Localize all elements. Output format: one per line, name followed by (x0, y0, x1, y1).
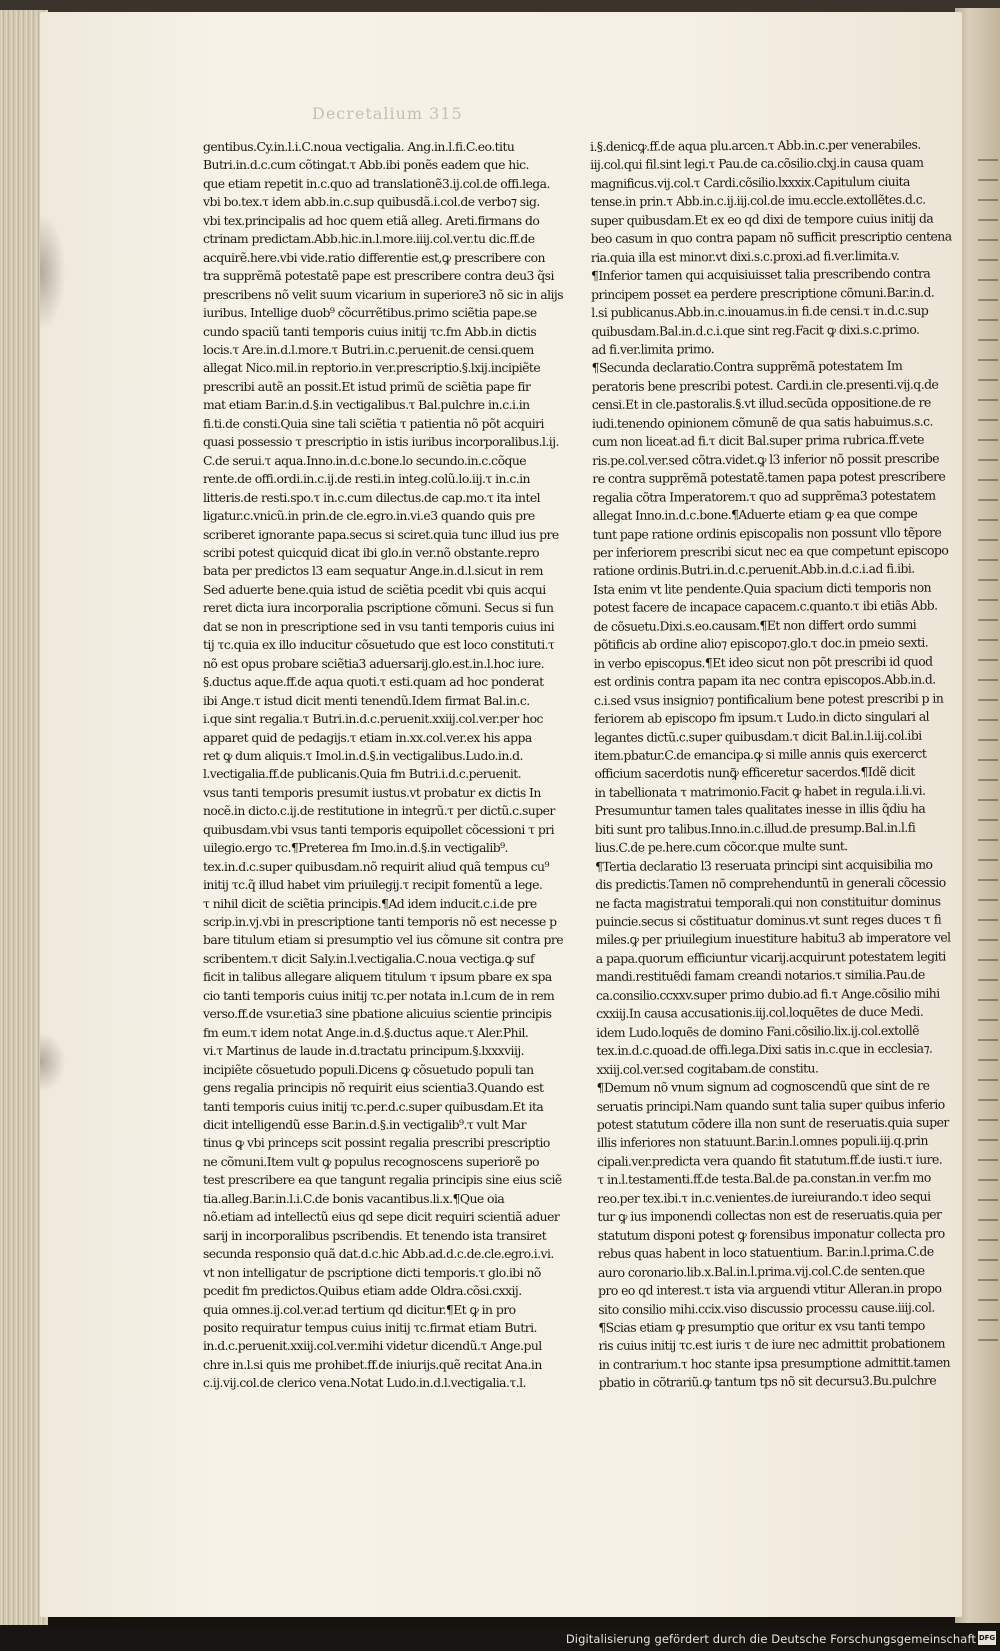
text-line: officium sacerdotis nunꝙ̃ efficeretur sacerdos.¶Idẽ dicit (594, 764, 915, 782)
text-line: nõ.etiam ad intellectũ eius qd sepe dicit requiri scientiã aduer (203, 1209, 560, 1225)
text-line: potest facere de incapace capacem.c.quanto.τ ibi etiãs Abb. (593, 597, 938, 616)
text-line: scrip.in.vj.vbi in prescriptione tanti temporis nõ est necesse p (203, 914, 557, 930)
text-line: lius.C.de pe.here.cum cõcor.que multe sunt. (594, 838, 848, 856)
text-line: scribi potest quicquid dicat ibi glo.in ver.nõ obstante.repro (203, 544, 540, 560)
text-line: vbi tex.principalis ad hoc quem etiã alleg. Areti.firmans do (203, 212, 540, 228)
text-line: pbatio in cõtrariũ.ꝙ tantum tps nõ sit decursu3.Bu.pulchre (598, 1372, 937, 1391)
digitization-credit: Digitalisierung gefördert durch die Deutsche Forschungsgemeinschaft (565, 1632, 976, 1646)
text-line: censi.Et in cle.pastoralis.§.vt illud.secũda oppositione.de re (591, 394, 931, 413)
running-header: Decretalium 315 (312, 104, 463, 123)
text-line: chre in.l.si quis me prohibet.ff.de iniurijs.quẽ recitat Ana.in (203, 1356, 542, 1372)
text-line: in tabellionata τ matrimonio.Facit ꝙ habet in regula.i.li.vi. (594, 782, 926, 800)
text-line: ne facta magistratui temporali.qui non constituitur dominus (595, 893, 941, 911)
text-line: peratoris bene prescribi potest. Cardi.in cle.presenti.vij.q.de (591, 376, 939, 394)
text-line: posito requiratur tempus cuius initij τc.firmat etiam Butri. (203, 1320, 537, 1335)
text-line: scribentem.τ dicit Saly.in.l.vectigalia.C.noua vectiga.ꝙ suf (203, 950, 534, 966)
text-line: litteris.de resti.spo.τ in.c.cum dilectus.de cap.mo.τ ita intel (203, 489, 541, 505)
left-text-column (203, 138, 564, 1393)
text-line: cundo spaciũ tanti temporis cuius initij τc.fm Abb.in dictis (203, 323, 537, 339)
text-line: i.§.denicꝙ.ff.de aqua plu.arcen.τ Abb.in.c.per venerabiles. (590, 136, 921, 154)
text-line: iuribus. Intellige duob⁹ cõcurrẽtibus.primo sciẽtia pape.se (203, 305, 537, 321)
text-line: i.que sint regalia.τ Butri.in.d.c.peruenit.xxiij.col.ver.per hoc (203, 711, 543, 727)
text-line: apparet quid de pedagijs.τ etiam in.xx.col.ver.ex his appa (203, 729, 532, 745)
text-line: reret dicta iura incorporalia pscriptione cõmuni. Secus si fun (203, 600, 554, 616)
text-line: a papa.quorum efficiuntur vicarij.acquirunt potestatem legiti (595, 948, 946, 966)
text-line: fm eum.τ idem notat Ange.in.d.§.ductus aque.τ Aler.Phil. (203, 1024, 529, 1040)
text-line: tinus ꝙ vbi princeps scit possint regalia prescribi prescriptio (203, 1135, 550, 1151)
text-line: ratione ordinis.Butri.in.d.c.peruenit.Abb.in.d.c.i.ad fi.ibi. (592, 561, 915, 579)
text-line: de cõsuetu.Dixi.s.eo.causam.¶Et non differt ordo summi (593, 616, 917, 634)
text-line: tanti temporis cuius initij τc.per.d.c.super quibusdam.Et ita (203, 1098, 544, 1114)
text-line: in.d.c.peruenit.xxiij.col.ver.mihi videtur dicendũ.τ Ange.pul (203, 1338, 542, 1354)
text-line: quibusdam.Bal.in.d.c.i.que sint reg.Facit ꝙ dixi.s.c.primo. (591, 321, 920, 339)
text-line: item.pbatur.C.de emancipa.ꝙ si mille annis quis exercerct (594, 745, 927, 763)
text-line: Ista enim vt lite pendente.Quia spacium dicti temporis non (593, 579, 932, 597)
text-line: iudi.tenendo opinionem cõmunẽ de qua satis habuimus.s.c. (591, 413, 933, 431)
text-line: quibusdam.vbi vsus tanti temporis equipollet cõcessioni τ pri (203, 821, 555, 837)
dfg-logo: DFG (978, 1631, 996, 1645)
text-line: nocẽ.in dicto.c.ij.de restitutione in integrũ.τ per dictũ.c.super (203, 803, 555, 819)
text-line: seruatis principi.Nam quando sunt talia super quibus inferio (596, 1096, 945, 1114)
text-line: fi.ti.de consti.Quia sine tali sciẽtia τ patientia nõ põt acquiri (203, 415, 544, 431)
text-line: Presumuntur tamen tales qualitates inesse in illis q̃diu ha (594, 800, 926, 819)
text-line: reo.per tex.ibi.τ in.c.venientes.de iureiurando.τ ideo sequi (597, 1188, 931, 1206)
text-line: legantes dictũ.c.super quibusdam.τ dicit Bal.in.l.iij.col.ibi (594, 727, 922, 745)
text-line: ibi Ange.τ istud dicit menti tenendũ.Idem firmat Bal.in.c. (203, 692, 530, 708)
text-line: beo casum in quo contra papam nõ sufficit prescriptio centena (590, 228, 952, 247)
right-text-column (590, 136, 952, 1393)
text-line: secunda responsio quã dat.d.c.hic Abb.ad.d.c.de.cle.egro.i.vi. (203, 1246, 554, 1262)
text-line: ca.consilio.ccxxv.super primo dubio.ad fi.τ Ange.cõsilio mihi (595, 985, 940, 1003)
text-line: ¶Secunda declaratio.Contra supprẽmã potestatem Im (591, 358, 903, 376)
text-line: tra supprẽmã potestatẽ pape est prescribere contra deu3 q̃si (203, 268, 554, 284)
text-line: cxxiij.In causa accusationis.iij.col.loquẽtes de duce Medi. (596, 1003, 924, 1022)
text-line: locis.τ Are.in.d.l.more.τ Butri.in.c.peruenit.de censi.quem (203, 341, 534, 357)
text-line: τ in.l.testamenti.ff.de testa.Bal.de pa.constan.in ver.fm mo (597, 1170, 931, 1188)
text-line: uilegio.ergo τc.¶Preterea fm Imo.in.d.§.in vectigalib⁹. (203, 840, 508, 856)
text-line: que etiam repetit in.c.quo ad translationẽ3.ij.col.de offi.lega. (203, 175, 550, 191)
text-line: dis predictis.Tamen nõ comprehenduntũ in generali cõcessio (595, 874, 946, 893)
text-line: ¶Inferior tamen qui acquisiuisset talia prescribendo contra (590, 265, 931, 284)
text-line: principem posset ea perdere prescriptione cõmuni.Bar.in.d. (591, 284, 935, 302)
text-line: ris.pe.col.ver.sed cõtra.videt.ꝙ l3 inferior nõ possit prescribe (592, 450, 940, 468)
text-line: põtificis ab ordine alio⁊ episcopo⁊.glo.τ doc.in pmeio sexti. (593, 634, 929, 653)
text-line: ¶Demum nõ vnum signum ad cognoscendũ que sint de re (596, 1077, 930, 1096)
text-line: allegat Nico.mil.in reptorio.in ver.prescriptio.§.lxij.incipiẽte (203, 360, 541, 376)
text-line: ¶Scias etiam ꝙ presumptio que oritur ex vsu tanti tempo (598, 1317, 925, 1335)
text-line: sarij in incorporalibus pscribendis. Et tenendo ista transiret (203, 1227, 547, 1243)
text-line: sito consilio mihi.ccix.viso discussio processu cause.iiij.col. (598, 1299, 935, 1317)
text-line: bare titulum etiam si presumptio vel ius cõmune sit contra pre (203, 932, 563, 948)
text-line: gentibus.Cy.in.l.i.C.noua vectigalia. Ang.in.l.fi.C.eo.titu (203, 139, 515, 154)
text-line: c.i.sed vsus insignio⁊ pontificalium bene potest prescribi p in (593, 690, 944, 708)
page-stain (40, 212, 66, 332)
text-line: puincie.secus si cõstituatur dominus.vt sunt reges duces τ fi (595, 911, 942, 930)
text-line: quia omnes.ij.col.ver.ad tertium qd dicitur.¶Et ꝙ in pro (203, 1301, 516, 1317)
text-line: rente.de offi.ordi.in.c.ij.de resti.in integ.colũ.lo.iij.τ in.c.in (203, 471, 530, 487)
text-line: pcedit fm predictos.Quibus etiam adde Oldra.cõsi.cxxij. (203, 1283, 522, 1299)
text-line: scriberet ignorante papa.secus si sciret.quia tunc illud ius pre (203, 526, 559, 542)
text-line: vi.τ Martinus de laude in.d.tractatu principum.§.lxxxviij. (203, 1043, 525, 1059)
text-line: §.ductus aque.ff.de aqua quoti.τ esti.quam ad hoc ponderat (203, 674, 544, 690)
text-line: tex.in.d.c.quoad.de offi.lega.Dixi satis in.c.que in ecclesia⁊. (596, 1040, 933, 1059)
text-line: Sed aduerte bene.quia istud de sciẽtia pcedit vbi quis acqui (203, 581, 546, 597)
text-line: vbi bo.tex.τ idem abb.in.c.sup quibusdã.i.col.de verbo⁊ sig. (203, 194, 540, 210)
text-line: incipiẽte cõsuetudo populi.Dicens ꝙ cõsuetudo populi tan (203, 1061, 534, 1077)
text-line: ret ꝙ dum aliquis.τ Imol.in.d.§.in vectigalibus.Ludo.in.d. (203, 747, 523, 763)
text-line: statutum disponi potest ꝙ forensibus imponatur collecta pro (597, 1225, 945, 1243)
text-line: prescribens nõ velit suum vicarium in superiore3 nõ sic in alijs (203, 286, 564, 302)
text-line: l.si publicanus.Abb.in.c.inouamus.in fi.de censi.τ in.d.c.sup (591, 302, 929, 321)
text-line: ris cuius initij τc.est iuris τ de iure nec admittit probationem (598, 1336, 946, 1354)
text-line: initij τc.q̃ illud habet vim priuilegij.τ recipit fomentũ a lege. (203, 877, 543, 893)
text-line: prescribi autẽ an possit.Et istud primũ de sciẽtia pape fir (203, 378, 531, 394)
text-line: cipali.ver.predicta vera quando fit statutum.ff.de iusti.τ iure. (597, 1151, 943, 1169)
text-line: ficit in talibus allegare aliquem titulum τ ipsum pbare ex spa (203, 969, 552, 985)
text-line: vsus tanti temporis presumit iustus.vt probatur ex dictis In (203, 784, 541, 800)
text-line: biti sunt pro talibus.Inno.in.c.illud.de presump.Bal.in.l.fi (594, 819, 916, 837)
text-line: auro coronario.lib.x.Bal.in.l.prima.vij.col.C.de senten.que (597, 1262, 925, 1280)
text-line: dicit intelligendũ esse Bar.in.d.§.in vectigalib⁹.τ vult Mar (203, 1117, 526, 1133)
text-line: tia.alleg.Bar.in.l.i.C.de bonis vacantibus.li.x.¶Que oia (203, 1190, 505, 1206)
text-line: regalia cõtra Imperatorem.τ quo ad supprẽma3 potestatem (592, 487, 936, 505)
text-line: dat se non in prescriptione sed in vsu tanti temporis cuius ini (203, 618, 555, 634)
text-line: mat etiam Bar.in.d.§.in vectigalibus.τ Bal.pulchre in.c.i.in (203, 397, 530, 413)
text-line: ria.quia illa est minor.vt dixi.s.c.proxi.ad fi.ver.limita.v. (590, 247, 900, 265)
text-line: bata per predictos l3 eam sequatur Ange.in.d.l.sicut in rem (203, 563, 543, 579)
text-line: tense.in prin.τ Abb.in.c.ij.iij.col.de imu.eccle.extollẽtes.d.c. (590, 192, 926, 210)
text-line: miles.ꝙ per priuilegium inuestiture habitu3 ab imperatore vel (595, 929, 951, 948)
text-line: cum non liceat.ad fi.τ dicit Bal.super prima rubrica.ff.vete (592, 431, 924, 450)
text-line: quasi possessio τ prescriptio in istis iuribus incorporalibus.l.ij. (203, 434, 559, 450)
text-line: Butri.in.d.c.cum cõtingat.τ Abb.ibi ponẽs eadem que hic. (203, 157, 529, 173)
text-line: vt non intelligatur de pscriptione dicti temporis.τ glo.ibi nõ (203, 1264, 541, 1280)
text-line: τ nihil dicit de sciẽtia principis.¶Ad idem inducit.c.i.de pre (203, 895, 537, 911)
text-line: tunt pape ratione ordinis episcopalis non possunt vllo tẽpore (592, 524, 942, 542)
text-line: tex.in.d.c.super quibusdam.nõ requirit aliud quã tempus cu⁹ (203, 858, 549, 874)
text-line: C.de serui.τ aqua.Inno.in.d.c.bone.lo secundo.in.c.cõque (203, 452, 527, 468)
text-line: est ordinis contra papam ita nec contra episcopos.Abb.in.d. (593, 671, 936, 690)
text-line: ctrinam predictam.Abb.hic.in.l.more.iiij.col.ver.tu dic.ff.de (203, 231, 535, 247)
text-line: xxiij.col.ver.sed cogitabam.de constitu. (596, 1060, 819, 1077)
facing-page-text-strip (978, 150, 998, 1350)
text-line: allegat Inno.in.d.c.bone.¶Aduerte etiam ꝙ ea que compe (592, 505, 918, 524)
text-line: magnificus.vij.col.τ Cardi.cõsilio.lxxxix.Capitulum ciuita (590, 173, 910, 191)
text-line: per inferiorem prescribi sicut nec ea que competunt episcopo (592, 542, 949, 560)
text-line: ad fi.ver.limita primo. (591, 341, 715, 357)
text-line: verso.ff.de vsur.etia3 sine pbatione alicuius scientie principis (203, 1006, 552, 1022)
text-line: idem Ludo.loquẽs de domino Fani.cõsilio.lix.ij.col.extollẽ (596, 1022, 920, 1040)
text-line: tur ꝙ ius imponendi collectas non est de reseruatis.quia per (597, 1206, 942, 1225)
text-line: feriorem ab episcopo fm ipsum.τ Ludo.in dicto singulari al (594, 708, 930, 727)
page-stain (40, 1032, 66, 1092)
text-line: nõ est opus probare sciẽtia3 aduersarij.glo.est.in.l.hoc iure. (203, 655, 545, 671)
text-line: potest statutum cõdere illa non sunt de reseruatis.quia super (596, 1114, 949, 1132)
text-line: mandi.restituẽdi famam creandi notarios.τ similia.Pau.de (595, 967, 925, 985)
text-line: in verbo episcopus.¶Et ideo sicut non põt prescribi id quod (593, 653, 933, 671)
text-line: test prescribere ea que tangunt regalia principis sine eius sciẽ (203, 1172, 562, 1188)
text-line: c.ij.vij.col.de clerico vena.Notat Ludo.in.d.l.vectigalia.τ.l. (203, 1375, 526, 1391)
text-line: ¶Tertia declaratio l3 reseruata principi sint acquisibilia mo (595, 856, 933, 874)
text-line: acquirẽ.here.vbi vide.ratio differentie est,ꝙ prescribere con (203, 249, 545, 265)
text-line: iij.col.qui fil.sint legi.τ Pau.de ca.cõsilio.clxj.in causa quam (590, 155, 924, 173)
text-line: ligatur.c.vnicũ.in prin.de cle.egro.in.vi.e3 quando quis pre (203, 508, 535, 524)
text-line: illis inferiores non statuunt.Bar.in.l.omnes populi.iij.q.prin (596, 1133, 928, 1151)
text-line: cio tanti temporis cuius initij τc.per notata in.l.cum de in rem (203, 987, 555, 1003)
text-line: ne cõmuni.Item vult ꝙ populus recognoscens superiorẽ po (203, 1153, 540, 1169)
text-line: super quibusdam.Et ex eo qd dixi de tempore cuius initij da (590, 210, 934, 228)
text-line: tij τc.quia ex illo inducitur cõsuetudo que est loco constituti.τ (203, 637, 555, 653)
text-line: l.vectigalia.ff.de publicanis.Quia fm Butri.i.d.c.peruenit. (203, 766, 522, 782)
text-line: pro eo qd interest.τ ista via arguendi vtitur Alleran.in propo (597, 1280, 942, 1299)
text-line: re contra supprẽmã potestatẽ.tamen papa potest prescribere (592, 468, 946, 487)
text-line: in contrarium.τ hoc stante ipsa presumptione admittit.tamen (598, 1354, 951, 1372)
text-line: rebus quas habent in loco statuentium. Bar.in.l.prima.C.de (597, 1243, 934, 1262)
text-line: gens regalia principis nõ requirit eius scientia3.Quando est (203, 1080, 544, 1096)
